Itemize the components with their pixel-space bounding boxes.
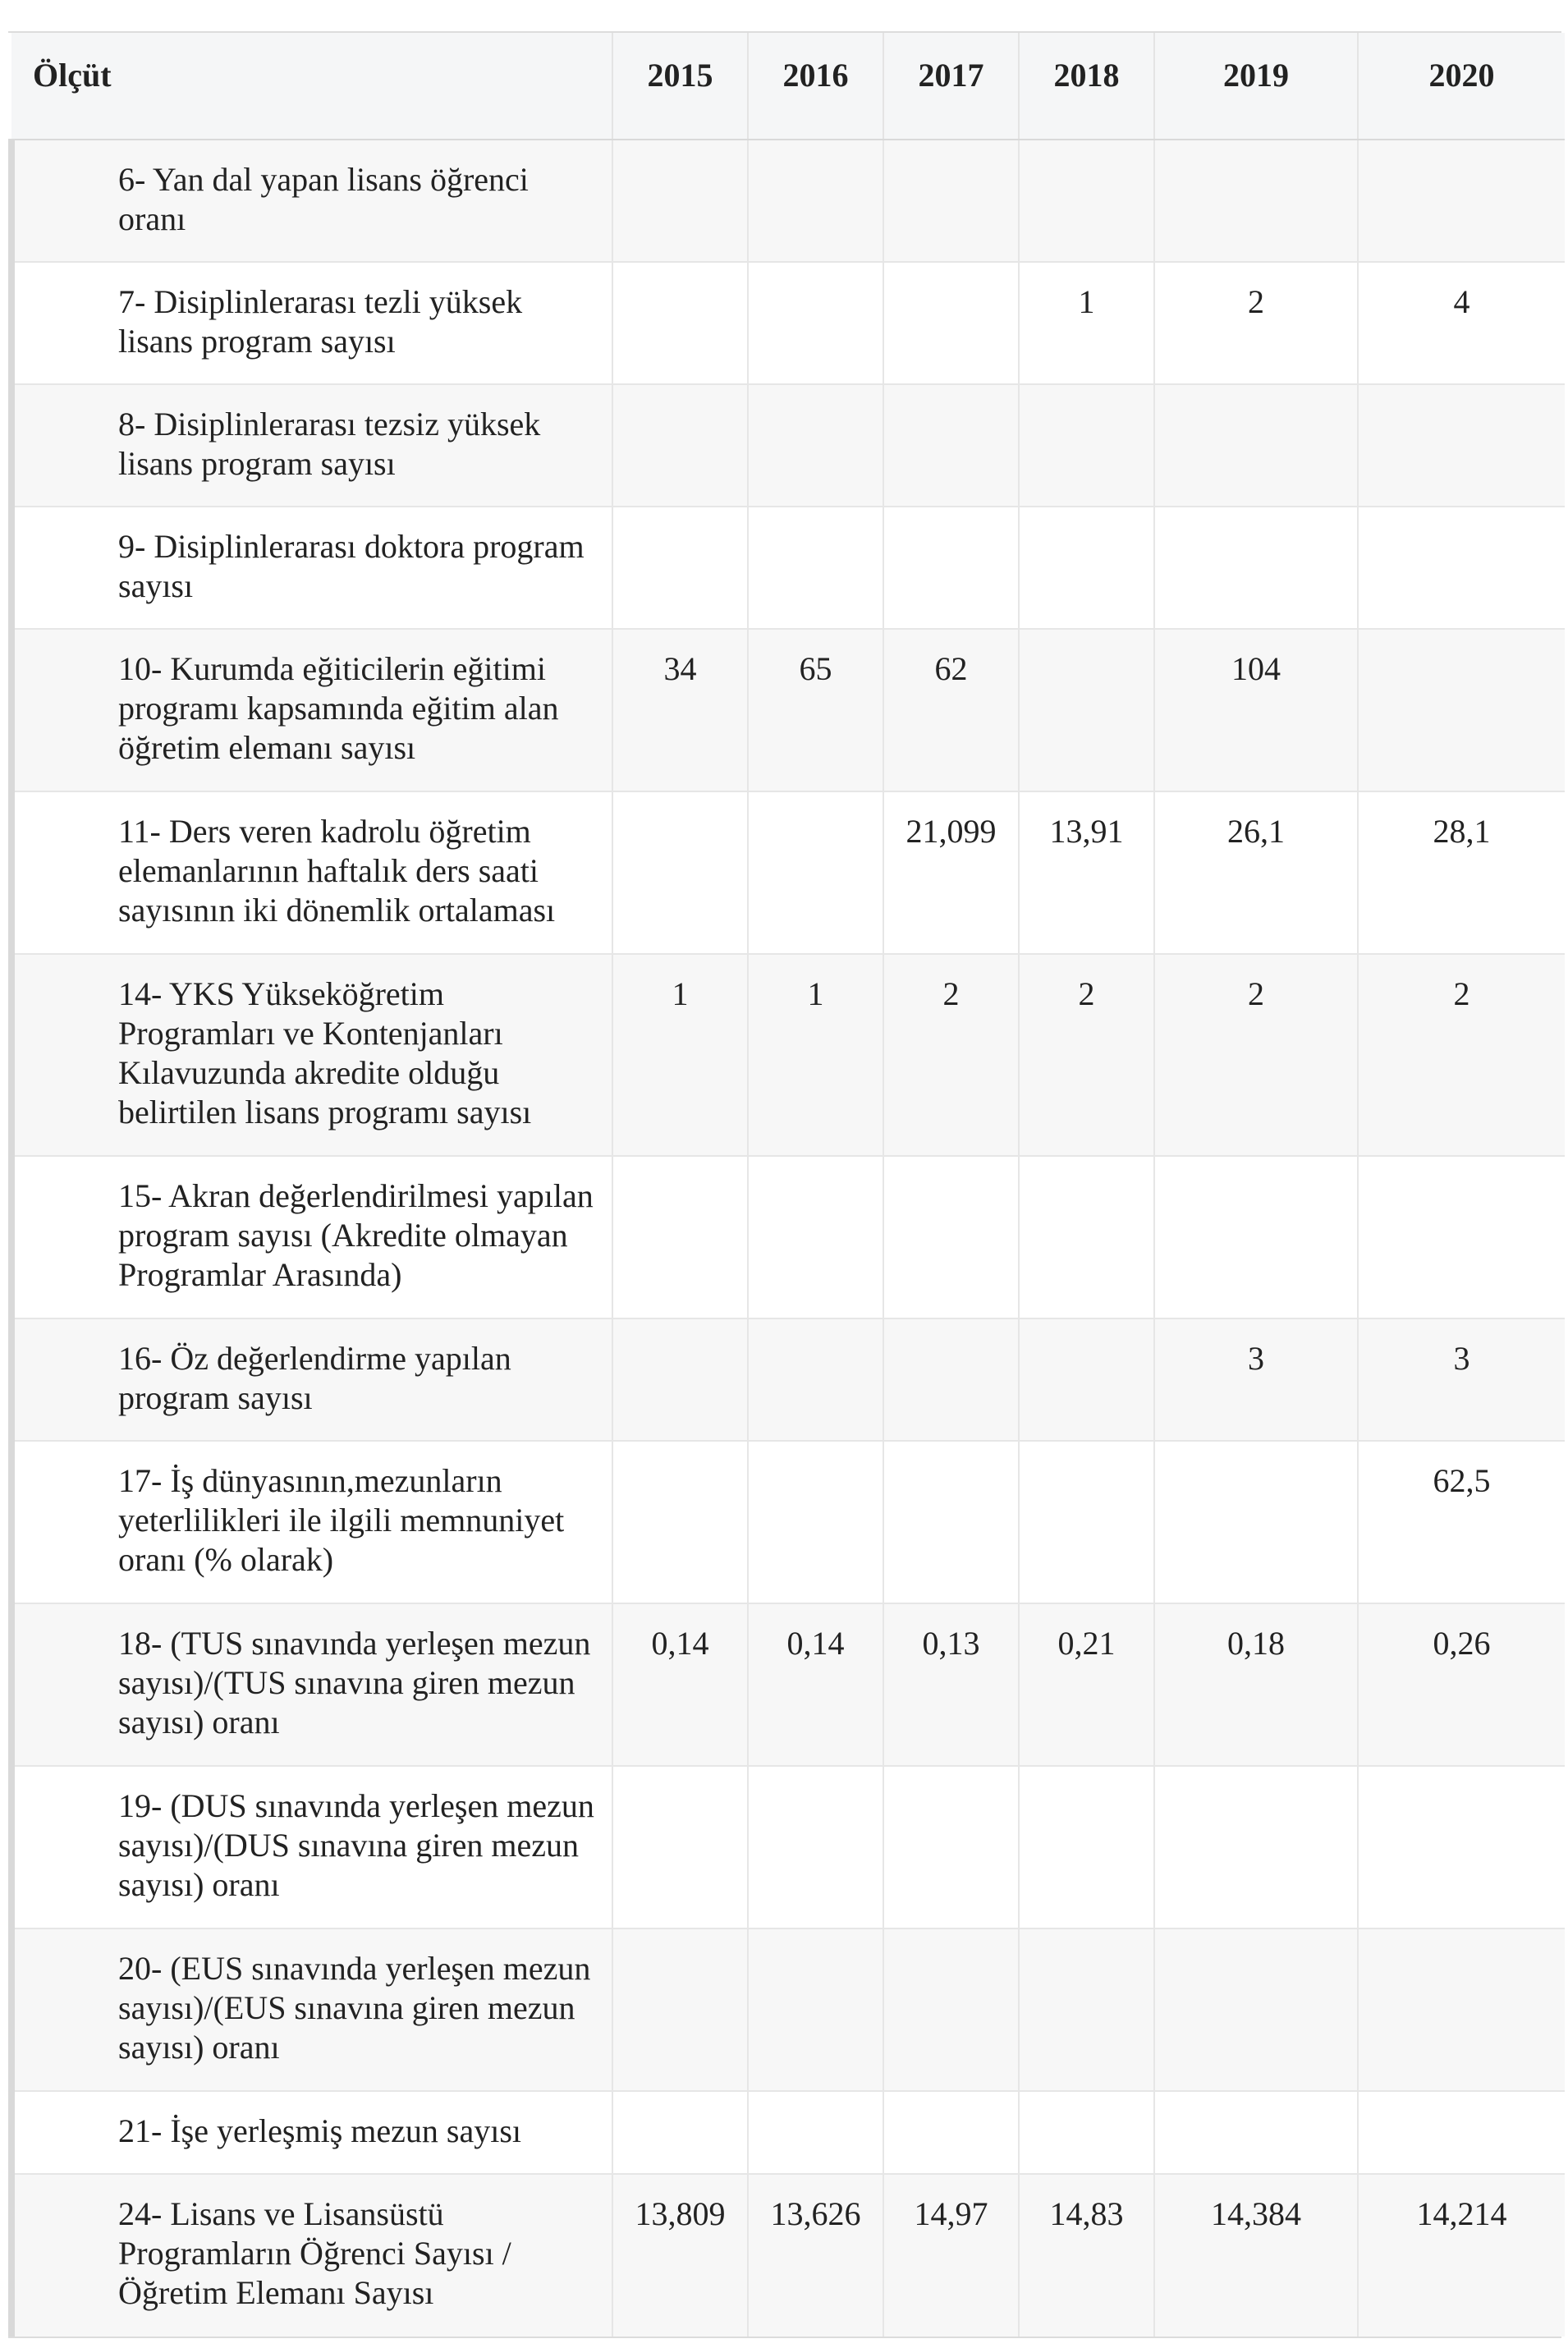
table-row — [11, 2091, 1565, 2174]
row-value-2019 — [1154, 2091, 1358, 2174]
header-year-2020: 2020 — [1358, 33, 1565, 140]
row-value-2020: 0,26 — [1358, 1603, 1565, 1766]
row-value-2020 — [1358, 1156, 1565, 1318]
row-value-2016: 0,14 — [748, 1603, 883, 1766]
row-value-2017 — [883, 1766, 1019, 1928]
row-value-2018 — [1019, 384, 1154, 507]
table-row — [11, 1603, 1565, 1766]
row-value-2015: 1 — [612, 954, 748, 1156]
row-value-2018 — [1019, 1766, 1154, 1928]
row-value-2017 — [883, 384, 1019, 507]
criteria-table-container — [8, 31, 1561, 2338]
row-value-2015 — [612, 140, 748, 262]
row-value-2018: 1 — [1019, 262, 1154, 384]
row-value-2015 — [612, 791, 748, 954]
table-row — [11, 791, 1565, 954]
row-value-2020 — [1358, 1766, 1565, 1928]
row-value-2017 — [883, 140, 1019, 262]
row-value-2016 — [748, 1156, 883, 1318]
row-value-2020: 28,1 — [1358, 791, 1565, 954]
row-value-2015: 34 — [612, 629, 748, 791]
row-value-2019: 26,1 — [1154, 791, 1358, 954]
row-value-2018: 14,83 — [1019, 2174, 1154, 2337]
row-value-2015 — [612, 384, 748, 507]
table-row — [11, 384, 1565, 507]
row-criterion-label: 14- YKS Yükseköğretim Programları ve Kontenjanları Kılavuzunda akredite olduğu belirtilen lisans programı sayısı — [11, 954, 612, 1156]
row-value-2016 — [748, 507, 883, 629]
row-value-2017: 21,099 — [883, 791, 1019, 954]
header-year-2019: 2019 — [1154, 33, 1358, 140]
row-value-2019: 2 — [1154, 954, 1358, 1156]
table-row — [11, 2174, 1565, 2337]
table-row — [11, 507, 1565, 629]
row-value-2015 — [612, 1928, 748, 2091]
row-criterion-label: 18- (TUS sınavında yerleşen mezun sayısı)/(TUS sınavına giren mezun sayısı) oranı — [11, 1603, 612, 1766]
row-criterion-label: 11- Ders veren kadrolu öğretim elemanlarının haftalık ders saati sayısının iki dönemlik ortalaması — [11, 791, 612, 954]
row-value-2018 — [1019, 507, 1154, 629]
table-body — [11, 140, 1565, 2337]
row-value-2019 — [1154, 1928, 1358, 2091]
table-row — [11, 954, 1565, 1156]
row-criterion-label: 19- (DUS sınavında yerleşen mezun sayısı)/(DUS sınavına giren mezun sayısı) oranı — [11, 1766, 612, 1928]
row-criterion-label: 24- Lisans ve Lisansüstü Programların Öğrenci Sayısı / Öğretim Elemanı Sayısı — [11, 2174, 612, 2337]
row-value-2020 — [1358, 2091, 1565, 2174]
row-value-2019 — [1154, 1766, 1358, 1928]
row-value-2020: 62,5 — [1358, 1441, 1565, 1603]
row-criterion-label: 20- (EUS sınavında yerleşen mezun sayısı)/(EUS sınavına giren mezun sayısı) oranı — [11, 1928, 612, 2091]
row-value-2016 — [748, 1928, 883, 2091]
row-criterion-label: 6- Yan dal yapan lisans öğrenci oranı — [11, 140, 612, 262]
row-value-2015: 0,14 — [612, 1603, 748, 1766]
table-row — [11, 1928, 1565, 2091]
row-value-2018 — [1019, 1441, 1154, 1603]
row-value-2016: 65 — [748, 629, 883, 791]
row-value-2019 — [1154, 1441, 1358, 1603]
row-value-2020 — [1358, 384, 1565, 507]
row-value-2018 — [1019, 629, 1154, 791]
row-value-2019 — [1154, 1156, 1358, 1318]
row-value-2017 — [883, 262, 1019, 384]
table-row — [11, 1318, 1565, 1441]
row-value-2016: 13,626 — [748, 2174, 883, 2337]
table-row — [11, 1156, 1565, 1318]
row-value-2019: 14,384 — [1154, 2174, 1358, 2337]
row-value-2020: 3 — [1358, 1318, 1565, 1441]
row-value-2016 — [748, 1318, 883, 1441]
row-value-2018 — [1019, 140, 1154, 262]
row-value-2019 — [1154, 384, 1358, 507]
row-value-2019: 104 — [1154, 629, 1358, 791]
row-criterion-label: 17- İş dünyasının,mezunların yeterlilikleri ile ilgili memnuniyet oranı (% olarak) — [11, 1441, 612, 1603]
row-value-2020: 14,214 — [1416, 2195, 1507, 2232]
row-value-2016 — [748, 1766, 883, 1928]
row-value-2015 — [612, 2091, 748, 2174]
row-value-2016 — [748, 140, 883, 262]
row-value-2018: 2 — [1019, 954, 1154, 1156]
row-value-2017 — [883, 1928, 1019, 2091]
row-value-2016 — [748, 791, 883, 954]
row-value-2020 — [1358, 140, 1565, 262]
row-value-2015: 13,809 — [612, 2174, 748, 2337]
row-value-2015 — [612, 507, 748, 629]
table-row — [11, 262, 1565, 384]
row-value-2019: 2 — [1154, 262, 1358, 384]
row-value-2017 — [883, 1441, 1019, 1603]
header-year-2018: 2018 — [1019, 33, 1154, 140]
row-value-2020 — [1358, 1928, 1565, 2091]
row-value-2019 — [1154, 140, 1358, 262]
table-row — [11, 1441, 1565, 1603]
row-value-2017 — [883, 2091, 1019, 2174]
row-value-2017: 2 — [883, 954, 1019, 1156]
row-value-2015 — [612, 1156, 748, 1318]
row-value-2019: 3 — [1154, 1318, 1358, 1441]
row-criterion-label: 8- Disiplinlerarası tezsiz yüksek lisans program sayısı — [11, 384, 612, 507]
row-criterion-label: 15- Akran değerlendirilmesi yapılan program sayısı (Akredite olmayan Programlar Arasında) — [11, 1156, 612, 1318]
row-value-2020: 2 — [1358, 954, 1565, 1156]
row-value-2017: 0,13 — [883, 1603, 1019, 1766]
row-value-2016: 1 — [748, 954, 883, 1156]
row-value-2016 — [748, 2091, 883, 2174]
row-criterion-label: 21- İşe yerleşmiş mezun sayısı — [11, 2091, 612, 2174]
table-row — [11, 629, 1565, 791]
row-value-2016 — [748, 1441, 883, 1603]
row-value-2017 — [883, 507, 1019, 629]
row-value-2016 — [748, 384, 883, 507]
row-criterion-label: 7- Disiplinlerarası tezli yüksek lisans program sayısı — [11, 262, 612, 384]
row-value-2020: 4 — [1358, 262, 1565, 384]
header-criterion: Ölçüt — [11, 33, 612, 140]
row-criterion-label: 9- Disiplinlerarası doktora program sayısı — [11, 507, 612, 629]
header-year-2016: 2016 — [748, 33, 883, 140]
row-value-2015 — [612, 1766, 748, 1928]
table-row — [11, 140, 1565, 262]
row-value-2015 — [612, 1441, 748, 1603]
row-value-2018 — [1019, 1156, 1154, 1318]
row-value-2015 — [612, 262, 748, 384]
header-year-2017: 2017 — [883, 33, 1019, 140]
row-value-2017: 62 — [883, 629, 1019, 791]
row-value-2019 — [1154, 507, 1358, 629]
row-value-2018 — [1019, 1318, 1154, 1441]
row-criterion-label: 10- Kurumda eğiticilerin eğitimi programı kapsamında eğitim alan öğretim elemanı sayısı — [11, 629, 612, 791]
row-value-2017 — [883, 1318, 1019, 1441]
table-header — [11, 33, 1565, 140]
row-value-2018 — [1019, 1928, 1154, 2091]
criteria-table — [8, 33, 1565, 2337]
row-criterion-label: 16- Öz değerlendirme yapılan program sayısı — [11, 1318, 612, 1441]
header-row — [11, 33, 1565, 140]
table-row — [11, 1766, 1565, 1928]
row-value-2017: 14,97 — [883, 2174, 1019, 2337]
row-value-2017 — [883, 1156, 1019, 1318]
row-value-2016 — [748, 262, 883, 384]
row-value-2018: 0,21 — [1019, 1603, 1154, 1766]
row-value-2015 — [612, 1318, 748, 1441]
header-year-2015: 2015 — [612, 33, 748, 140]
row-value-2019: 0,18 — [1154, 1603, 1358, 1766]
row-value-2018 — [1019, 2091, 1154, 2174]
row-value-2018: 13,91 — [1019, 791, 1154, 954]
row-value-2020 — [1358, 629, 1565, 791]
row-value-2020 — [1358, 507, 1565, 629]
